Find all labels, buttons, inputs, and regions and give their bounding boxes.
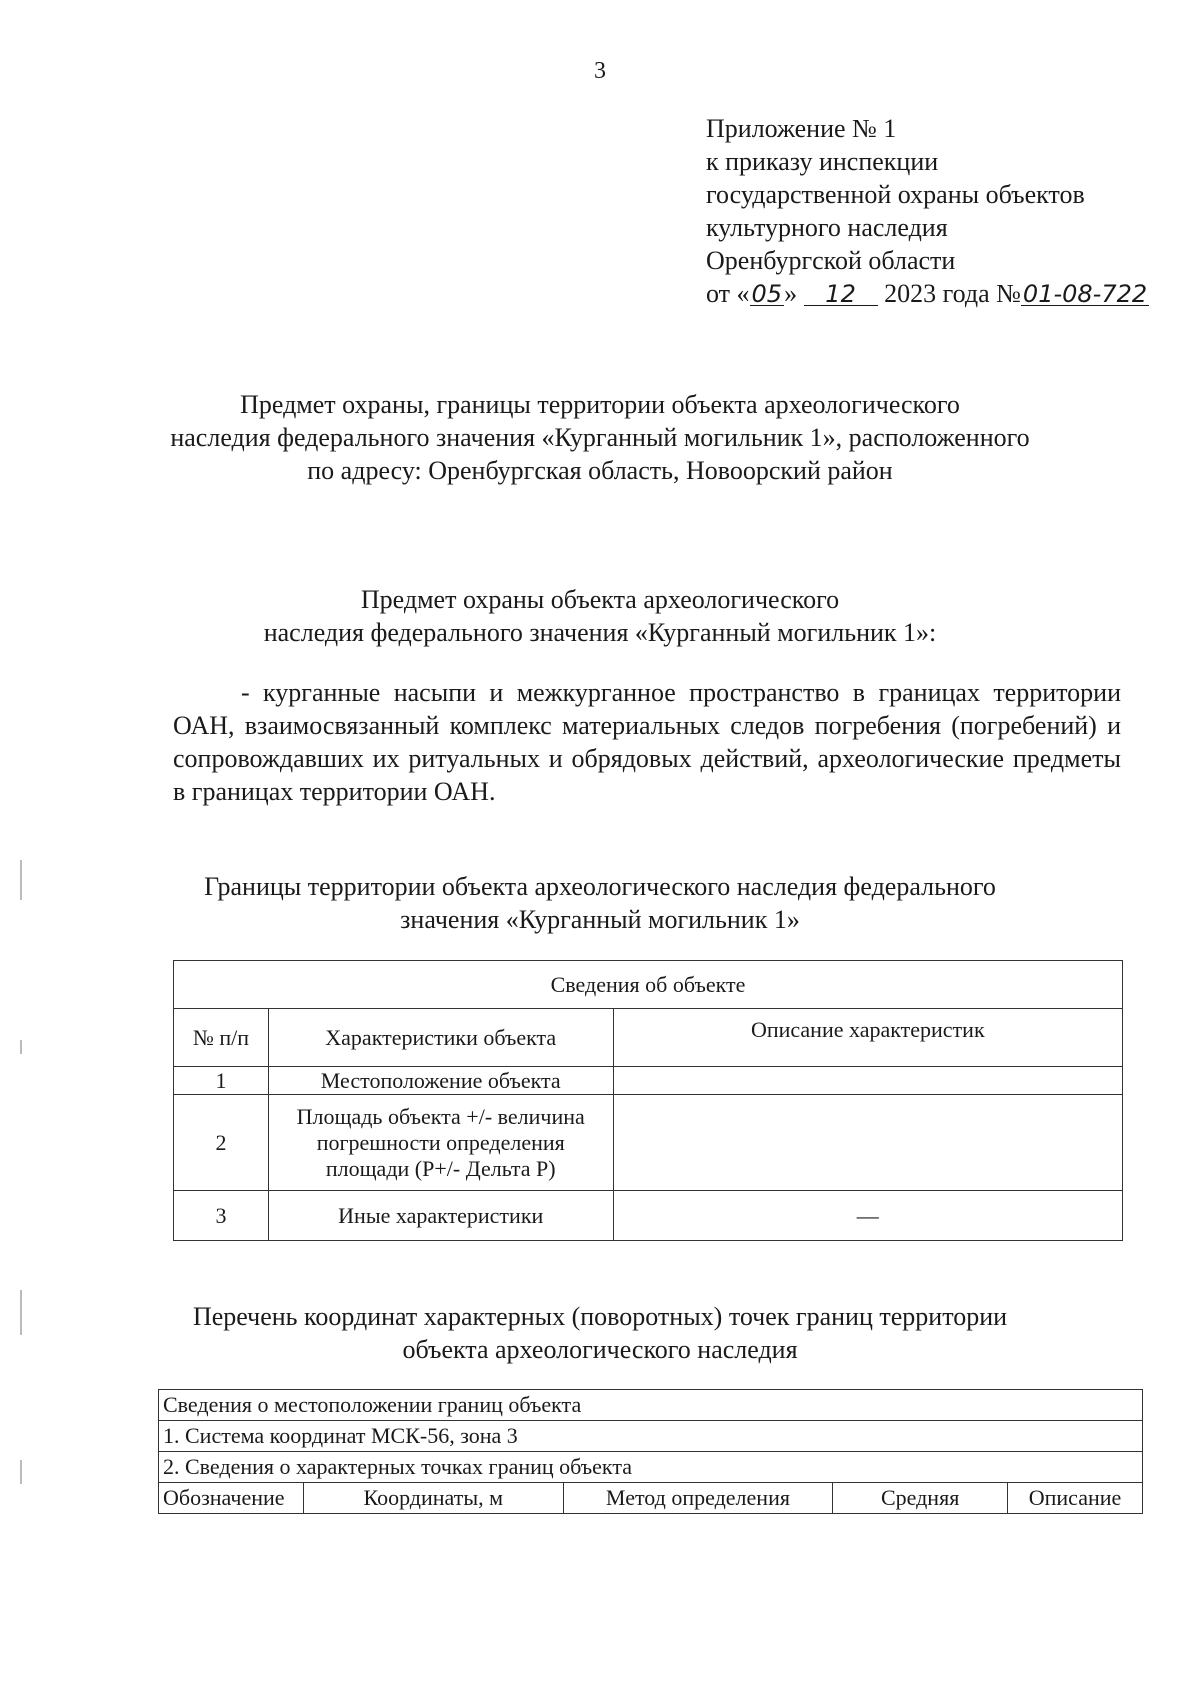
- row-num: 2: [174, 1095, 269, 1191]
- scan-edge-mark: [20, 1460, 22, 1484]
- scan-edge-mark: [20, 1040, 22, 1054]
- date-year-text: 2023 года №: [884, 279, 1021, 308]
- date-day-close: »: [784, 279, 798, 308]
- protection-heading-line-1: Предмет охраны объекта археологического: [360, 585, 840, 614]
- appendix-line-5: Оренбургской области: [706, 246, 956, 275]
- header-coordinates: Координаты, м: [303, 1483, 563, 1514]
- boundaries-heading-line-1: Границы территории объекта археологического наследия федерального: [204, 872, 996, 901]
- row-num: 1: [174, 1067, 269, 1095]
- coords-heading: [0, 1300, 1200, 1366]
- coords-row-location: Сведения о местоположении границ объекта: [159, 1390, 1143, 1421]
- appendix-line-2: к приказу инспекции: [706, 147, 939, 176]
- coordinates-table: [158, 1389, 1143, 1514]
- row-desc: [613, 1095, 1122, 1191]
- table-row: [174, 1191, 1123, 1241]
- row-name: Площадь объекта +/- величина погрешности определения площади (Р+/- Дельта Р): [268, 1095, 613, 1191]
- handwritten-order-number: 01-08-722: [1022, 280, 1148, 308]
- row-desc: —: [613, 1191, 1122, 1241]
- coords-heading-line-2: объекта археологического наследия: [402, 1335, 798, 1364]
- date-prefix: от «: [706, 279, 750, 308]
- appendix-line-1: Приложение № 1: [706, 114, 897, 143]
- coords-row-system: 1. Система координат МСК-56, зона 3: [159, 1421, 1143, 1452]
- protection-text: - курганные насыпи и межкурганное пространство в границах территории ОАН, взаимосвязанный комплекс материальных следов погребения (погребений) и сопровождавших их ритуальных и обрядовых действий, археологические предметы в границах территории ОАН.: [173, 678, 1121, 806]
- boundaries-heading-line-2: значения «Курганный могильник 1»: [400, 905, 800, 934]
- title-line-3: по адресу: Оренбургская область, Новоорский район: [307, 456, 893, 485]
- document-title: [0, 388, 1200, 487]
- boundaries-heading: [0, 870, 1200, 936]
- header-method: Метод определения: [563, 1483, 833, 1514]
- title-line-1: Предмет охраны, границы территории объекта археологического: [240, 390, 960, 419]
- coords-row-points: 2. Сведения о характерных точках границ объекта: [159, 1452, 1143, 1483]
- protection-heading: [0, 583, 1200, 649]
- header-mean: Средняя: [833, 1483, 1008, 1514]
- header-num: № п/п: [174, 1009, 269, 1067]
- row-num: 3: [174, 1191, 269, 1241]
- protection-heading-line-2: наследия федерального значения «Курганный могильник 1»:: [263, 618, 937, 647]
- coords-heading-line-1: Перечень координат характерных (поворотных) точек границ территории: [192, 1302, 1008, 1331]
- handwritten-month: 12: [804, 283, 878, 306]
- appendix-date-line: [706, 277, 1149, 310]
- object-table-title: Сведения об объекте: [174, 961, 1123, 1009]
- header-description: Описание характеристик: [613, 1009, 1122, 1067]
- title-line-2: наследия федерального значения «Курганный могильник 1», расположенного: [170, 423, 1030, 452]
- table-row: [174, 1067, 1123, 1095]
- appendix-line-3: государственной охраны объектов: [706, 180, 1085, 209]
- header-desc: Описание: [1008, 1483, 1143, 1514]
- handwritten-day: 05: [751, 280, 783, 308]
- row-name: Местоположение объекта: [268, 1067, 613, 1095]
- row-name: Иные характеристики: [268, 1191, 613, 1241]
- page-number: 3: [594, 58, 606, 84]
- table-row: [174, 1095, 1123, 1191]
- appendix-line-4: культурного наследия: [706, 213, 948, 242]
- header-designation: Обозначение: [159, 1483, 304, 1514]
- row-desc: [613, 1067, 1122, 1095]
- appendix-header: [706, 112, 1149, 310]
- header-characteristics: Характеристики объекта: [268, 1009, 613, 1067]
- object-info-table: [173, 960, 1123, 1241]
